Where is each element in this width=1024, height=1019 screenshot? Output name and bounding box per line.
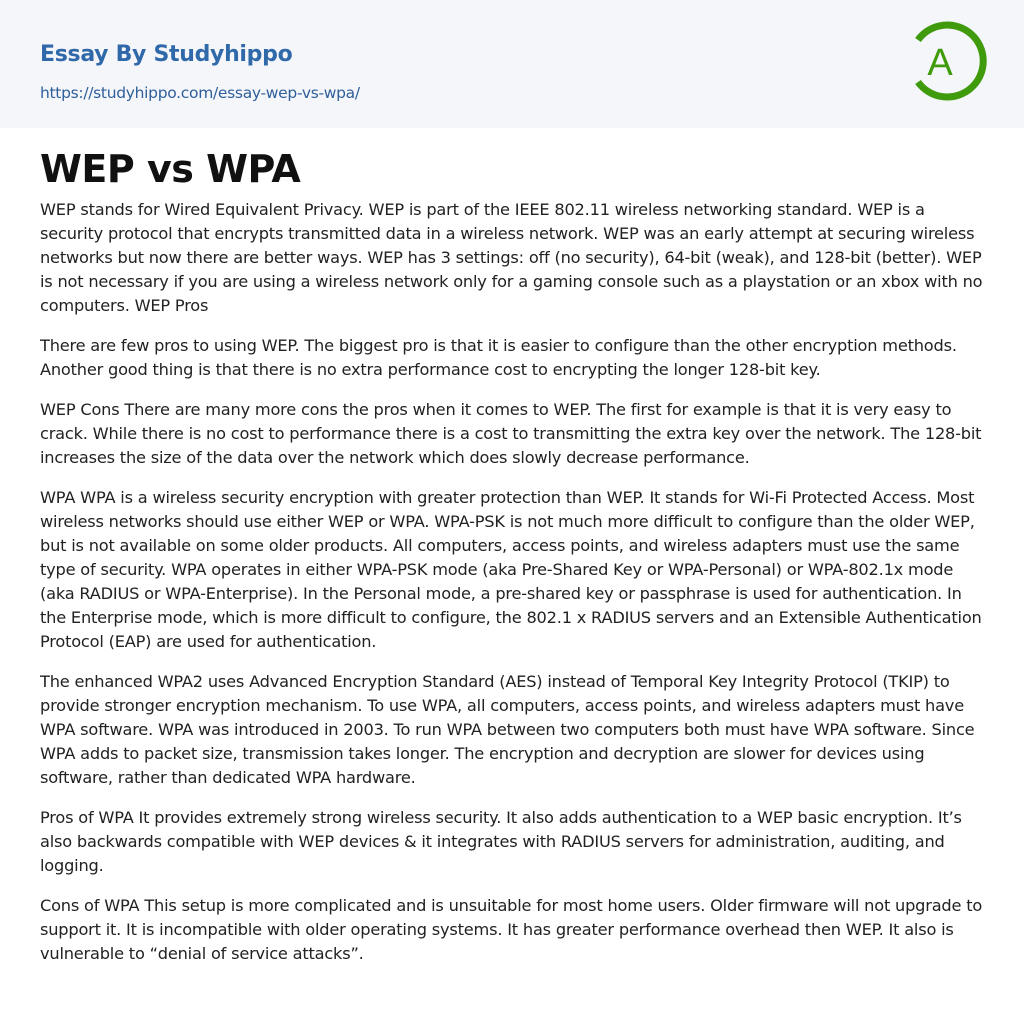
essay-paragraph: Pros of WPA It provides extremely strong wireless security. It also adds authentication to a WEP basic encryption. It’s also backwards compatible with WEP devices & it integrates with RADIUS servers for administration, auditing, and logging. [40,808,962,875]
essay-paragraph: WEP Cons There are many more cons the pros when it comes to WEP. The first for example is that it is very easy to crack. While there is no cost to performance there is a cost to transmitting the extra key over the network. The 128-bit increases the size of the data over the network which does slowly decrease performance. [40,400,982,467]
essay-paragraph: WPA WPA is a wireless security encryption with greater protection than WEP. It stands for Wi-Fi Protected Access. Most wireless networks should use either WEP or WPA. WPA-PSK is not much more difficult to configure than the older WEP, but is not available on some older products. All computers, access points, and wireless adapters must use the same type of security. WPA operates in either WPA-PSK mode (aka Pre-Shared Key or WPA-Personal) or WPA-802.1x mode (aka RADIUS or WPA-Enterprise). In the Personal mode, a pre-shared key or passphrase is used for authentication. In the Enterprise mode, which is more difficult to configure, the 802.1 x RADIUS servers and an Extensible Authentication Protocol (EAP) are used for authentication. [40,488,982,651]
essay-title: WEP vs WPA [40,147,301,191]
essay-paragraph: WEP stands for Wired Equivalent Privacy. WEP is part of the IEEE 802.11 wireless networking standard. WEP is a security protocol that encrypts transmitted data in a wireless network. WEP was an early attempt at securing wireless networks but now there are better ways. WEP has 3 settings: off (no security), 64-bit (weak), and 128-bit (better). WEP is not necessary if you are using a wireless network only for a gaming console such as a playstation or an xbox with no computers. WEP Pros [40,200,983,315]
logo-letter: A [927,42,953,84]
studyhippo-logo-icon[interactable] [902,18,988,104]
brand-title: Essay By Studyhippo [40,42,293,67]
essay-paragraph: There are few pros to using WEP. The biggest pro is that it is easier to configure than the other encryption methods. Another good thing is that there is no extra performance cost to encrypting the longer 128-bit key. [40,336,957,379]
site-header [0,0,1024,128]
essay-paragraph: Cons of WPA This setup is more complicated and is unsuitable for most home users. Older firmware will not upgrade to support it. It is incompatible with older operating systems. It has greater performance overhead then WEP. It also is vulnerable to “denial of service attacks”. [40,896,983,963]
essay-url-link[interactable]: https://studyhippo.com/essay-wep-vs-wpa/ [40,84,360,102]
essay-content [0,128,1024,966]
essay-paragraph: The enhanced WPA2 uses Advanced Encryption Standard (AES) instead of Temporal Key Integrity Protocol (TKIP) to provide stronger encryption mechanism. To use WPA, all computers, access points, and wireless adapters must have WPA software. WPA was introduced in 2003. To run WPA between two computers both must have WPA software. Since WPA adds to packet size, transmission takes longer. The encryption and decryption are slower for devices using software, rather than dedicated WPA hardware. [40,672,975,787]
